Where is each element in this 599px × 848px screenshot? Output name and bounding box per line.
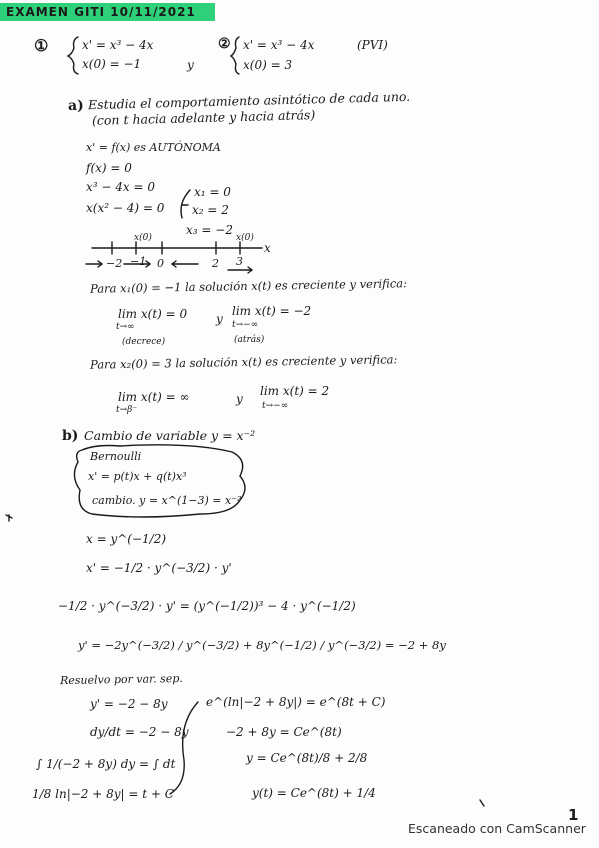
problem-2-equation: x' = x³ − 4x [243,38,315,52]
solution-1-description: Para x₁(0) = −1 la solución x(t) es creciente y verifica: [89,276,408,296]
part-a-statement-2: (con t hacia adelante y hacia atrás) [91,107,316,128]
y-final-solution: y(t) = Ce^(8t) + 1/4 [252,786,376,800]
scanner-watermark: Escaneado con CamScanner [408,821,586,836]
solution-2-limit-forward-sub: t→β⁻ [116,405,138,415]
flow-arrow-2 [124,261,150,267]
linear-equation: −2 + 8y = Ce^(8t) [226,725,342,739]
solution-2-limit-backward: lim x(t) = 2 [260,384,330,398]
problem-2-initial: x(0) = 3 [243,58,293,72]
solution-2-limit-forward: lim x(t) = ∞ [118,390,190,404]
solution-1-and: y [216,312,223,326]
phase-mark-neg1: −1 [130,255,147,268]
phase-tag-1: x(0) [134,233,152,243]
problem-1-initial: x(0) = −1 [82,57,142,71]
phase-axis-label: x [264,241,271,255]
solution-2-limit-backward-sub: t→−∞ [262,401,289,411]
autonomous-note: x' = f(x) es AUTÓNOMA [86,141,221,154]
solution-2-description: Para x₂(0) = 3 la solución x(t) es creciente y verifica: [89,352,398,372]
solution-2-and: y [236,392,243,406]
cubic-eq: x³ − 4x = 0 [86,180,155,194]
solution-1-limit-forward-sub: t→∞ [116,322,135,332]
exam-header: EXAMEN GITI 10/11/2021 [6,5,196,19]
integral-equation: ∫ 1/(−2 + 8y) dy = ∫ dt [36,757,176,771]
pvi-tag: (PVI) [357,38,388,52]
problem-1-equation: x' = x³ − 4x [82,38,154,52]
solution-1-limit-backward: lim x(t) = −2 [232,304,312,318]
y-equation: y = Ce^(8t)/8 + 2/8 [246,751,368,765]
phase-mark-neg2: −2 [106,257,123,270]
phase-mark-3: 3 [236,255,243,268]
flow-arrow-3 [172,261,198,267]
system-brace-1 [68,37,78,74]
substitution-x: x = y^(−1/2) [86,532,167,546]
factored-eq: x(x² − 4) = 0 [86,201,165,215]
roots-brace [181,190,190,218]
problem-1-label: ① [34,36,49,55]
log-equation: 1/8 ln|−2 + 8y| = t + C [32,787,174,801]
ode-dydt: dy/dt = −2 − 8y [90,725,189,739]
bernoulli-change: cambio. y = x^(1−3) = x⁻² [92,494,242,507]
problem-and: y [187,58,194,72]
bernoulli-title: Bernoulli [90,450,142,463]
bernoulli-box [74,445,245,517]
substituted-equation: −1/2 · y^(−3/2) · y' = (y^(−1/2))³ − 4 · y^(−1/2) [58,599,356,613]
phase-mark-2: 2 [212,257,219,270]
root-3: x₃ = −2 [186,223,233,237]
part-b-statement: Cambio de variable y = x⁻² [84,428,256,443]
part-b-label: b) [62,428,79,444]
root-2: x₂ = 2 [192,203,229,217]
solution-1-limit-backward-sub: t→−∞ [232,320,259,330]
solution-1-limit-forward: lim x(t) = 0 [118,307,188,321]
derivation-connector [170,702,198,794]
solution-1-note-forward: (decrece) [122,337,166,347]
page-number: 1 [568,806,579,824]
part-a-label: a) [68,98,84,114]
phase-tag-2: x(0) [236,233,254,243]
problem-2-label: ② [218,36,231,52]
phase-mark-0: 0 [157,257,164,270]
flow-arrow-1 [86,261,102,267]
equilibrium-eq: f(x) = 0 [86,161,132,175]
root-1: x₁ = 0 [194,185,231,199]
system-brace-2 [231,37,239,74]
bernoulli-equation: x' = p(t)x + q(t)x³ [88,470,187,483]
ode-y: y' = −2 − 8y [90,697,168,711]
y-prime-equation: y' = −2y^(−3/2) / y^(−3/2) + 8y^(−1/2) / y^(−3/2) = −2 + 8y [78,638,446,652]
pen-mark [480,800,484,806]
flow-arrow-4 [228,267,252,273]
separation-note: Resuelvo por var. sep. [59,671,183,688]
solution-1-note-backward: (atrás) [234,335,265,345]
substitution-x-prime: x' = −1/2 · y^(−3/2) · y' [86,561,232,575]
exp-equation: e^(ln|−2 + 8y|) = e^(8t + C) [206,695,386,709]
margin-mark [6,515,12,521]
part-a-statement: Estudia el comportamiento asintótico de cada uno. [87,88,411,113]
